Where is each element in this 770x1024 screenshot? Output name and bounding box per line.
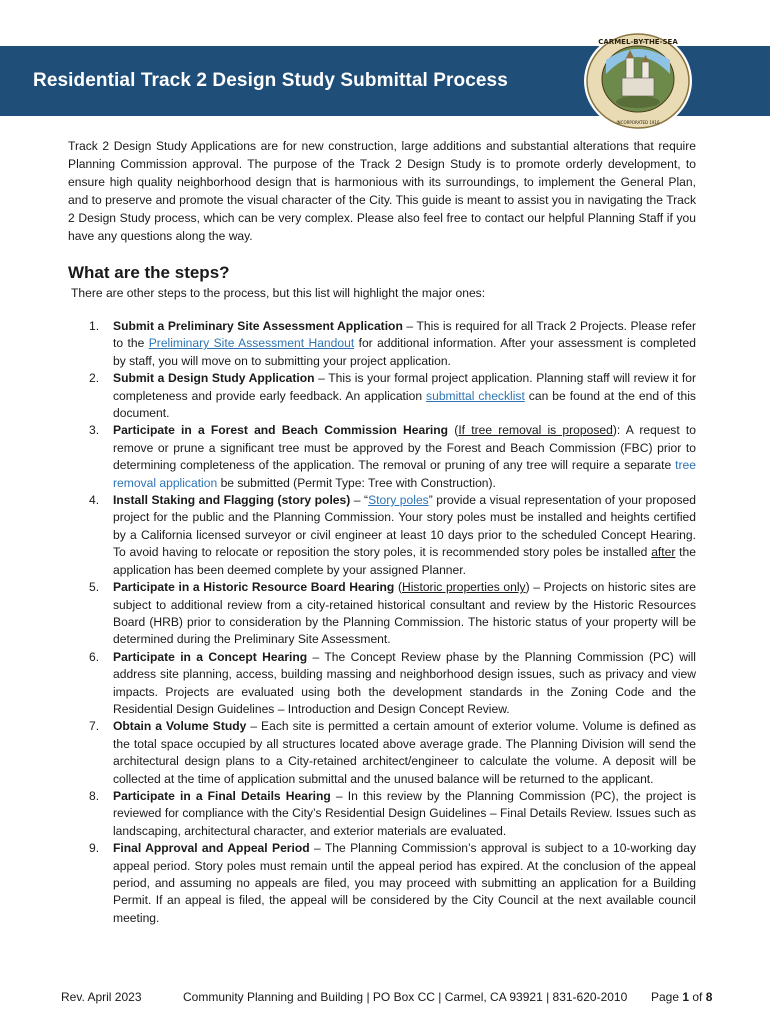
step-text: can be found at the end of this document.: [113, 388, 696, 421]
step-number: 8.: [89, 788, 100, 803]
step-condition: Historic properties only: [402, 580, 526, 595]
step-title: Participate in a Historic Resource Board Hearing: [113, 580, 395, 595]
step-text: – The Planning Commission’s approval is subject to a 10-working day appeal period. Story poles must remain until the appeal period has expired. At the conclusion of the appeal period, and assuming no appeals are filed, you may proceed with submitting an application for a Building Permit. If an appeal is filed, the appeal will be considered by the City Council at the next available council meeting.: [113, 841, 696, 925]
step-title: Submit a Preliminary Site Assessment Application: [113, 319, 403, 333]
section-heading: What are the steps?: [68, 263, 230, 282]
submittal-checklist-link[interactable]: submittal checklist: [426, 388, 525, 403]
city-seal-icon: [582, 30, 694, 132]
footer-revision: Rev. April 2023: [61, 990, 142, 1004]
step-item: [68, 718, 696, 788]
step-title: Obtain a Volume Study: [113, 719, 247, 734]
step-text: – “: [350, 493, 369, 508]
step-title: Submit a Design Study Application: [113, 371, 315, 386]
step-number: 3.: [89, 423, 100, 438]
step-text: – The Concept Review phase by the Planning Commission (PC) will address site planning, access, building massing and neighborhood design issues, such as privacy and view impacts. Projects are evaluated using both the development standards in the Zoning Code and the Residential Design Guidelines – Introduction and Design Concept Review.: [113, 649, 696, 716]
step-item: [68, 370, 696, 422]
step-title: Final Approval and Appeal Period: [113, 841, 310, 856]
step-text: ) – Projects on historic sites are subject to additional review from a city-retained historical consultant and review by the Historic Resources Board (HRB) prior to consideration by the Planning Commission. The historic status of your property will be determined during the Preliminary Site Assessment.: [113, 580, 697, 647]
step-number: 7.: [89, 719, 100, 734]
step-text: – This is your formal project application. Planning staff will review it for completeness and provide early feedback. An application: [113, 371, 696, 403]
step-number: 6.: [89, 649, 100, 664]
document-title: Residential Track 2 Design Study Submittal Process: [33, 70, 508, 91]
svg-text:CARMEL-BY-THE-SEA: CARMEL-BY-THE-SEA: [598, 38, 678, 46]
step-item: [68, 649, 696, 719]
page-prefix: Page: [651, 990, 683, 1004]
step-number: 2.: [89, 371, 100, 386]
page-total: 8: [705, 990, 713, 1004]
step-title: Install Staking and Flagging (story poles): [113, 493, 351, 508]
intro-paragraph: Track 2 Design Study Applications are for new construction, large additions and substantial alterations that require Planning Commission approval. The purpose of the Track 2 Design Study is to promote orderly development, to ensure high quality neighborhood design that is harmonious with its surroundings, to implement the General Plan, and to preserve and promote the visual character of the City. This guide is meant to assist you in navigating the Track 2 Design Study process, which can be very complex. Please also feel free to contact our helpful Planning Staff if you have any questions along the way.: [68, 139, 696, 243]
preliminary-site-assessment-handout-link[interactable]: Preliminary Site Assessment Handout: [148, 336, 355, 351]
steps-list: [68, 318, 696, 927]
step-text: (: [394, 580, 402, 595]
step-item: [68, 788, 696, 840]
section-lead: There are other steps to the process, but this list will highlight the major ones:: [71, 286, 486, 300]
step-item: [68, 422, 696, 492]
step-text: for additional information. After your assessment is completed by staff, you will move on to submitting your project application.: [113, 336, 696, 368]
step-item: [68, 840, 696, 927]
step-title: Participate in a Concept Hearing: [113, 649, 308, 664]
step-condition: If tree removal is proposed: [458, 423, 613, 438]
step-item: [68, 492, 696, 579]
step-number: 1.: [89, 319, 100, 333]
page-current: 1: [682, 990, 690, 1004]
step-text: be submitted (Permit Type: Tree with Construction).: [217, 475, 496, 490]
step-text: (: [448, 423, 459, 438]
svg-text:INCORPORATED 1916: INCORPORATED 1916: [616, 120, 660, 125]
step-item: [68, 318, 696, 370]
step-text: – In this review by the Planning Commission (PC), the project is reviewed for compliance with the City’s Residential Design Guidelines – Final Details Review. Issues such as landscaping, architectural character, and exterior materials are evaluated.: [113, 788, 696, 838]
step-emphasis: after: [651, 545, 676, 560]
step-number: 4.: [89, 493, 100, 508]
tree-removal-application-link[interactable]: tree removal application: [113, 458, 696, 490]
step-number: 9.: [89, 841, 100, 856]
step-title: Participate in a Forest and Beach Commission Hearing: [113, 423, 449, 438]
story-poles-link[interactable]: Story poles: [368, 493, 429, 508]
step-text: the application has been deemed complete by your assigned Planner.: [113, 545, 696, 577]
footer-page-number: [651, 990, 712, 1004]
step-title: Participate in a Final Details Hearing: [113, 788, 331, 803]
step-text: ” provide a visual representation of your proposed project for the public and the Planning Commission. Your story poles must be installed and heights certified by a California licensed surveyor or civil engineer at least 10 days prior to the scheduled Concept Hearing. To avoid having to relocate or reposition the story poles, it is recommended story poles be installed: [113, 493, 696, 560]
step-number: 5.: [89, 580, 100, 595]
step-text: – Each site is permitted a certain amount of exterior volume. Volume is defined as the total space occupied by all structures located above average grade. The Planning Division will send the architectural design plans to a City-retained architect/engineer to calculate the volume. A deposit will be collected at the time of application submittal and the unused balance will be returned to the applicant.: [113, 719, 696, 786]
footer-contact: Community Planning and Building | PO Box CC | Carmel, CA 93921 | 831-620-2010: [183, 990, 628, 1004]
step-text: – This is required for all Track 2 Projects. Please refer to the: [113, 319, 696, 351]
page-separator: of: [689, 990, 706, 1004]
step-item: [68, 579, 696, 649]
step-text: ): A request to remove or prune a significant tree must be approved by the Forest and Beach Commission (FBC) prior to determining completeness of the application. The removal or pruning of any tree will require a separate: [113, 423, 697, 473]
